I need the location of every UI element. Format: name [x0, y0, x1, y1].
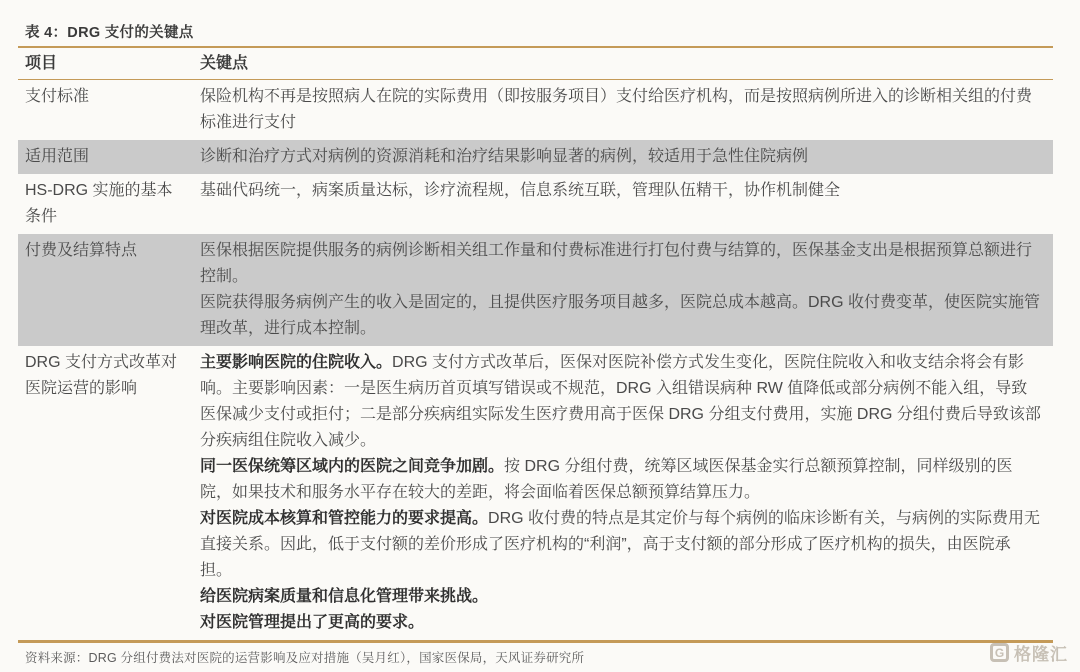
paragraph-text: 基础代码统一，病案质量达标，诊疗流程规，信息系统互联，管理队伍精干，协作机制健全: [200, 182, 841, 199]
table-title: 表 4：DRG 支付的关键点: [25, 25, 194, 41]
paragraph: [200, 290, 1041, 342]
paragraph-text: 保险机构不再是按照病人在院的实际费用（即按服务项目）支付给医疗机构，而是按照病例所进入的诊断相关组的付费标准进行支付: [200, 88, 1033, 131]
paragraph: [200, 238, 1041, 290]
row-content: [200, 178, 1053, 230]
table-header-row: [18, 48, 1053, 80]
paragraph: [200, 584, 1041, 610]
row-label: 付费及结算特点: [25, 242, 138, 259]
paragraph: [200, 144, 1041, 170]
row-label: 支付标准: [25, 88, 90, 105]
gelonghui-watermark: [990, 640, 1068, 665]
gelonghui-logo-icon: G: [990, 643, 1009, 662]
paragraph-lead: 给医院病案质量和信息化管理带来挑战。: [200, 588, 489, 605]
paragraph-lead: 主要影响医院的住院收入。: [200, 354, 393, 371]
row-label: DRG 支付方式改革对医院运营的影响: [25, 354, 178, 397]
paragraph-lead: 对医院管理提出了更高的要求。: [200, 614, 425, 631]
row-label: 适用范围: [25, 148, 90, 165]
paragraph-text: 医保根据医院提供服务的病例诊断相关组工作量和付费标准进行打包付费与结算的，医保基金支出是根据预算总额进行控制。: [200, 242, 1033, 285]
row-content: [200, 238, 1053, 342]
paragraph-lead: 对医院成本核算和管控能力的要求提高。: [200, 510, 489, 527]
paragraph-text: DRG 收付费的特点是其定价与每个病例的临床诊断有关，与病例的实际费用无直接关系。因此，低于支付额的差价形成了医疗机构的“利润”，高于支付额的部分形成了医疗机构的损失，由医院承担。: [200, 510, 1041, 579]
paragraph-text: 医院获得服务病例产生的收入是固定的，且提供医疗服务项目越多，医院总成本越高。DRG 收付费变革，使医院实施管理改革，进行成本控制。: [200, 294, 1041, 337]
watermark-text: 格隆汇: [1014, 645, 1068, 664]
row-label: HS-DRG 实施的基本条件: [25, 182, 173, 225]
paragraph: [200, 610, 1041, 636]
row-content: [200, 350, 1053, 636]
paragraph: [200, 454, 1041, 506]
paragraph-text: 按 DRG 分组付费，统筹区域医保基金实行总额预算控制，同样级别的医院，如果技术和服务水平存在较大的差距，将会面临着医保总额预算结算压力。: [200, 458, 1013, 501]
table-row: [18, 140, 1053, 174]
paragraph-text: 诊断和治疗方式对病例的资源消耗和治疗结果影响显著的病例，较适用于急性住院病例: [200, 148, 809, 165]
paragraph: [200, 178, 1041, 204]
paragraph-lead: 同一医保统筹区域内的医院之间竞争加剧。: [200, 458, 505, 475]
column-header-item: 项目: [25, 55, 58, 72]
column-header-keypoint: 关键点: [200, 55, 249, 72]
paragraph-text: DRG 支付方式改革后，医保对医院补偿方式发生变化，医院住院收入和收支结余将会有影响。主要影响因素：一是医生病历首页填写错误或不规范，DRG 入组错误病种 RW 值降低或部分病例不能入组，导致医保减少支付或拒付；二是部分疾病组实际发生医疗费用高于医保 DRG 分组支付费用，实施 DRG 分组付费后导致该部分疾病组住院收入减少。: [200, 354, 1041, 449]
table-row: [18, 234, 1053, 346]
drg-keypoints-table: [18, 46, 1053, 643]
table-row: [18, 80, 1053, 140]
row-content: [200, 84, 1053, 136]
paragraph: [200, 506, 1041, 584]
source-note: 资料来源：DRG 分组付费法对医院的运营影响及应对措施（吴月红），国家医保局，天风证券研究所: [25, 651, 585, 665]
row-content: [200, 144, 1053, 170]
paragraph: [200, 84, 1041, 136]
table-row: [18, 346, 1053, 640]
paragraph: [200, 350, 1041, 454]
table-row: [18, 174, 1053, 234]
